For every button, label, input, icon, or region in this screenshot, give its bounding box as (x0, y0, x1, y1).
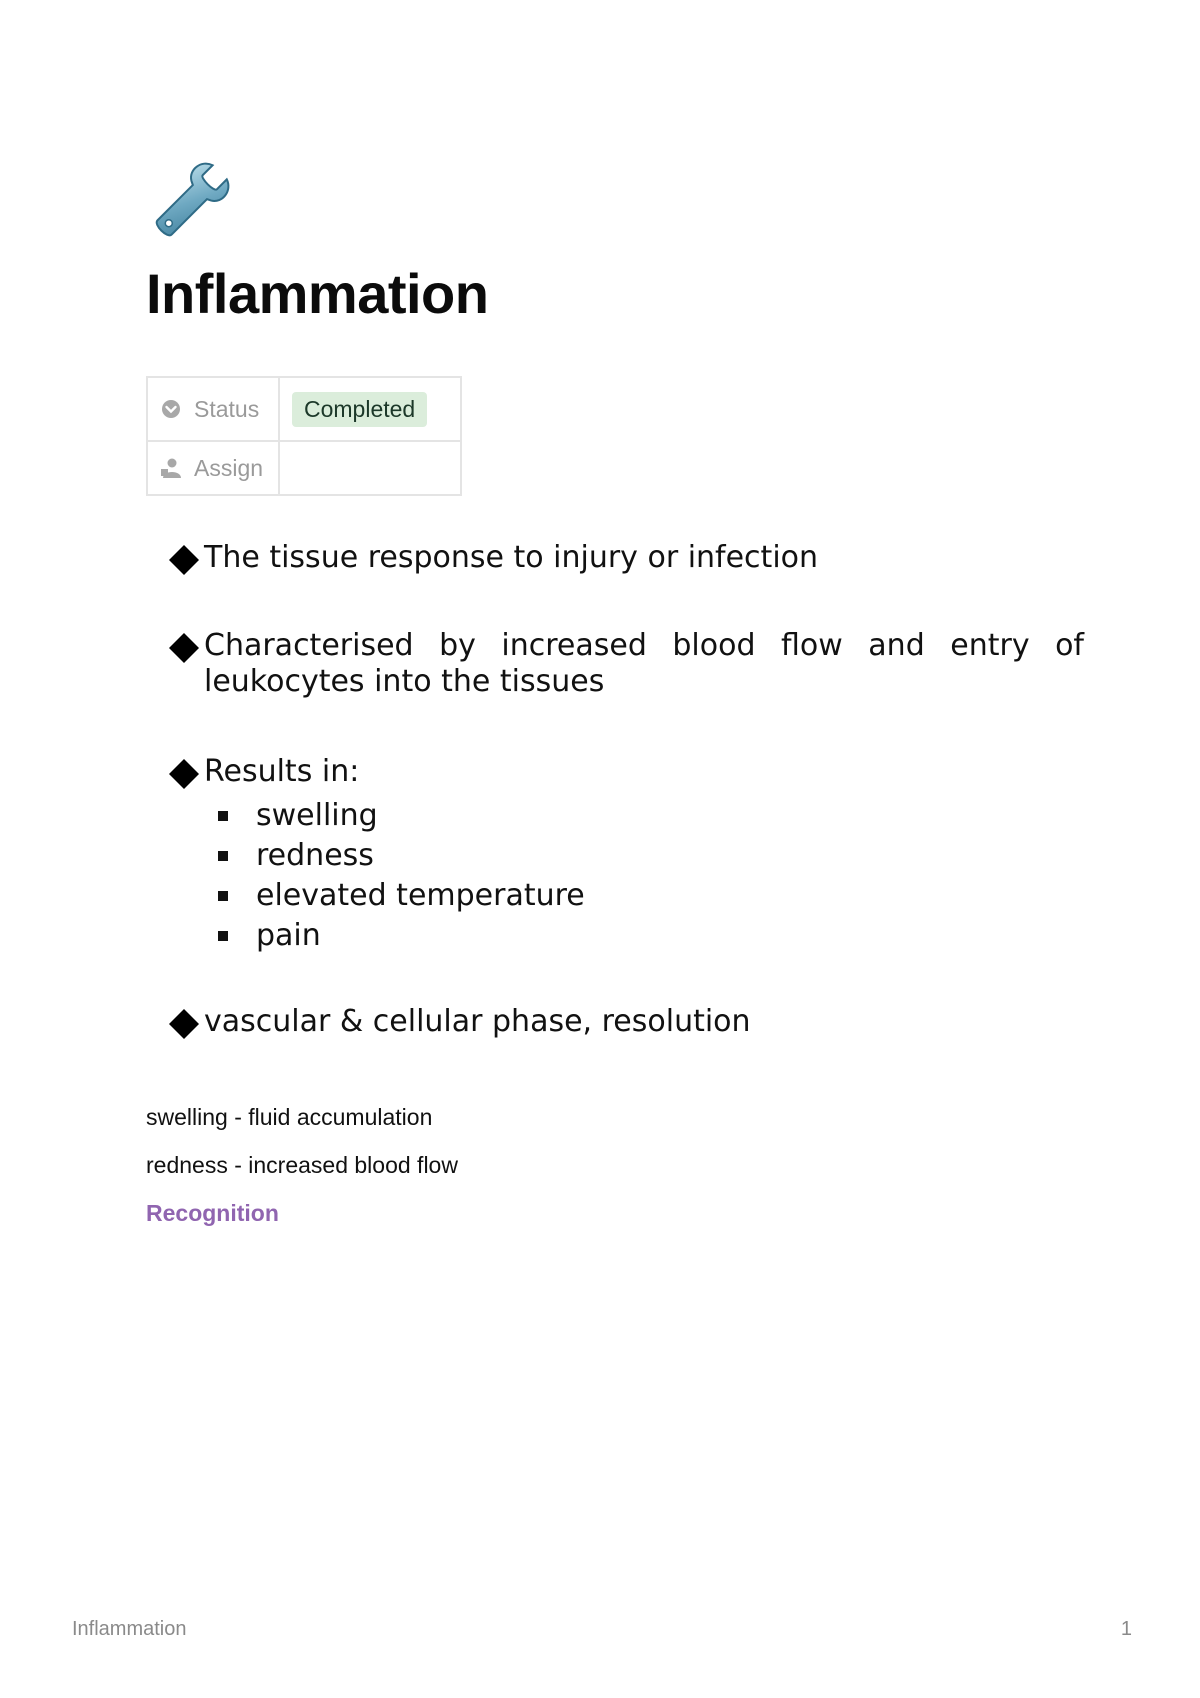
diamond-bullet-icon (168, 1008, 200, 1040)
property-key-status (147, 377, 279, 441)
diamond-bullet-icon (168, 632, 200, 664)
property-label-status: Status (194, 395, 260, 422)
square-bullet-icon (218, 891, 228, 901)
bullet-item: Results in: (168, 754, 1084, 790)
list-item: swelling (218, 796, 585, 836)
status-badge[interactable]: Completed (292, 392, 427, 427)
results-sublist (218, 796, 585, 956)
person-icon (160, 457, 182, 479)
page-title: Inflammation (146, 262, 489, 325)
square-bullet-icon (218, 811, 228, 821)
bullet-item: The tissue response to injury or infection (168, 540, 1084, 576)
property-label-assign: Assign (194, 454, 264, 481)
property-row-assign (147, 441, 461, 495)
status-icon (160, 398, 182, 420)
square-bullet-icon (218, 931, 228, 941)
list-item: elevated temperature (218, 876, 585, 916)
properties-table (146, 376, 462, 496)
footer-title: Inflammation (72, 1618, 187, 1640)
diamond-bullet-icon (168, 758, 200, 790)
footer-page-number: 1 (1120, 1618, 1132, 1640)
property-value-status[interactable] (279, 377, 461, 441)
property-row-status (147, 377, 461, 441)
recognition-link[interactable]: Recognition (146, 1200, 279, 1226)
list-item: redness (218, 836, 585, 876)
note-redness: redness - increased blood flow (146, 1152, 458, 1178)
bullet-item: vascular & cellular phase, resolution (168, 1004, 1084, 1040)
list-item: pain (218, 916, 585, 956)
property-value-assign[interactable] (279, 441, 461, 495)
bullet-item: Characterised by increased blood flow and entry of leukocytes into the tissues (168, 628, 1084, 700)
property-key-assign (147, 441, 279, 495)
wrench-icon (146, 158, 234, 246)
diamond-bullet-icon (168, 544, 200, 576)
square-bullet-icon (218, 851, 228, 861)
note-swelling: swelling - fluid accumulation (146, 1104, 433, 1130)
